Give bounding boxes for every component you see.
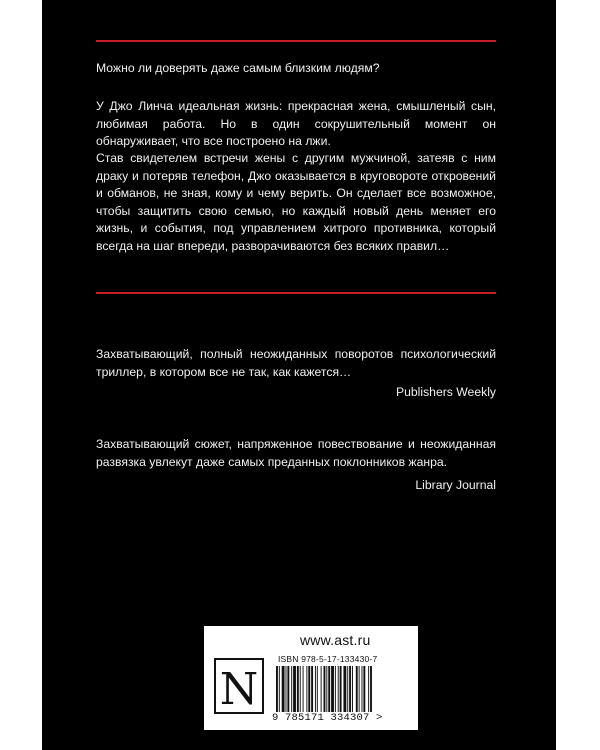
barcode-bar (303, 666, 304, 712)
blurb-question: Можно ли доверять даже самым близким людям? (96, 61, 380, 75)
barcode-bar (297, 666, 299, 712)
barcode-bar (331, 666, 334, 712)
barcode-bar (286, 666, 287, 712)
isbn-label: ISBN 978-5-17-133430-7 (278, 654, 378, 664)
barcode-bar (321, 666, 322, 712)
barcode-bar (338, 666, 339, 712)
barcode (274, 666, 410, 712)
blurb-paragraph-1: У Джо Линча идеальная жизнь: прекрасная жена, смышленый сын, любимая работа. Но в один сокрушительный момент он обнаруживает, что все построено на лжи. (96, 99, 496, 149)
review-source-2: Library Journal (415, 478, 496, 492)
barcode-bar (300, 666, 301, 712)
barcode-bar (363, 666, 365, 712)
barcode-bar (279, 666, 280, 712)
barcode-bar (326, 666, 327, 712)
review-quote-2: Захватывающий сюжет, напряженное повествование и неожиданная развязка увлекут даже самых преданных поклонников жанра. (96, 437, 496, 469)
barcode-bar (276, 666, 278, 712)
barcode-bar (291, 666, 292, 712)
barcode-bar (306, 666, 307, 712)
barcode-bar (356, 666, 358, 712)
barcode-bar (340, 666, 342, 712)
barcode-bar (311, 666, 313, 712)
top-red-rule (96, 40, 496, 42)
logo-letter: N (219, 664, 259, 712)
barcode-bar (335, 666, 336, 712)
barcode-bar (368, 666, 369, 712)
barcode-bar (317, 666, 318, 712)
barcode-bar (343, 666, 346, 712)
barcode-bar (352, 666, 353, 712)
back-cover (42, 0, 556, 750)
barcode-bar (308, 666, 310, 712)
website-url: www.ast.ru (300, 632, 371, 648)
publisher-logo-icon (216, 660, 262, 712)
barcode-bar (315, 666, 316, 712)
barcode-bar (359, 666, 360, 712)
barcode-digits: 9 785171 334307 > (272, 712, 383, 724)
bottom-red-rule (96, 292, 496, 294)
publisher-info-box (204, 626, 418, 730)
barcode-bar (347, 666, 348, 712)
review-quote-1: Захватывающий, полный неожиданных поворотов психологический триллер, в котором все не так, как кажется… (96, 347, 496, 379)
barcode-bar (293, 666, 296, 712)
barcode-bar (324, 666, 326, 712)
review-source-1: Publishers Weekly (395, 385, 496, 399)
barcode-bar (370, 666, 372, 712)
barcode-bar (349, 666, 351, 712)
barcode-bar (362, 666, 363, 712)
barcode-bar (282, 666, 285, 712)
publisher-logo (214, 658, 264, 714)
barcode-bar (328, 666, 330, 712)
blurb-paragraph-2: Став свидетелем встречи жены с другим мужчиной, затеяв с ним драку и потеряв телефон, Джо оказывается в круговороте откровений и обманов, не зная, кому и чему верить. Он сделает все возможное, чтобы защитить свою семью, но каждый новый день меняет его жизнь, и события, под управлением хитрого противника, который всегда на шаг впереди, разворачиваются без всяких правил… (96, 151, 496, 253)
barcode-bar (287, 666, 289, 712)
